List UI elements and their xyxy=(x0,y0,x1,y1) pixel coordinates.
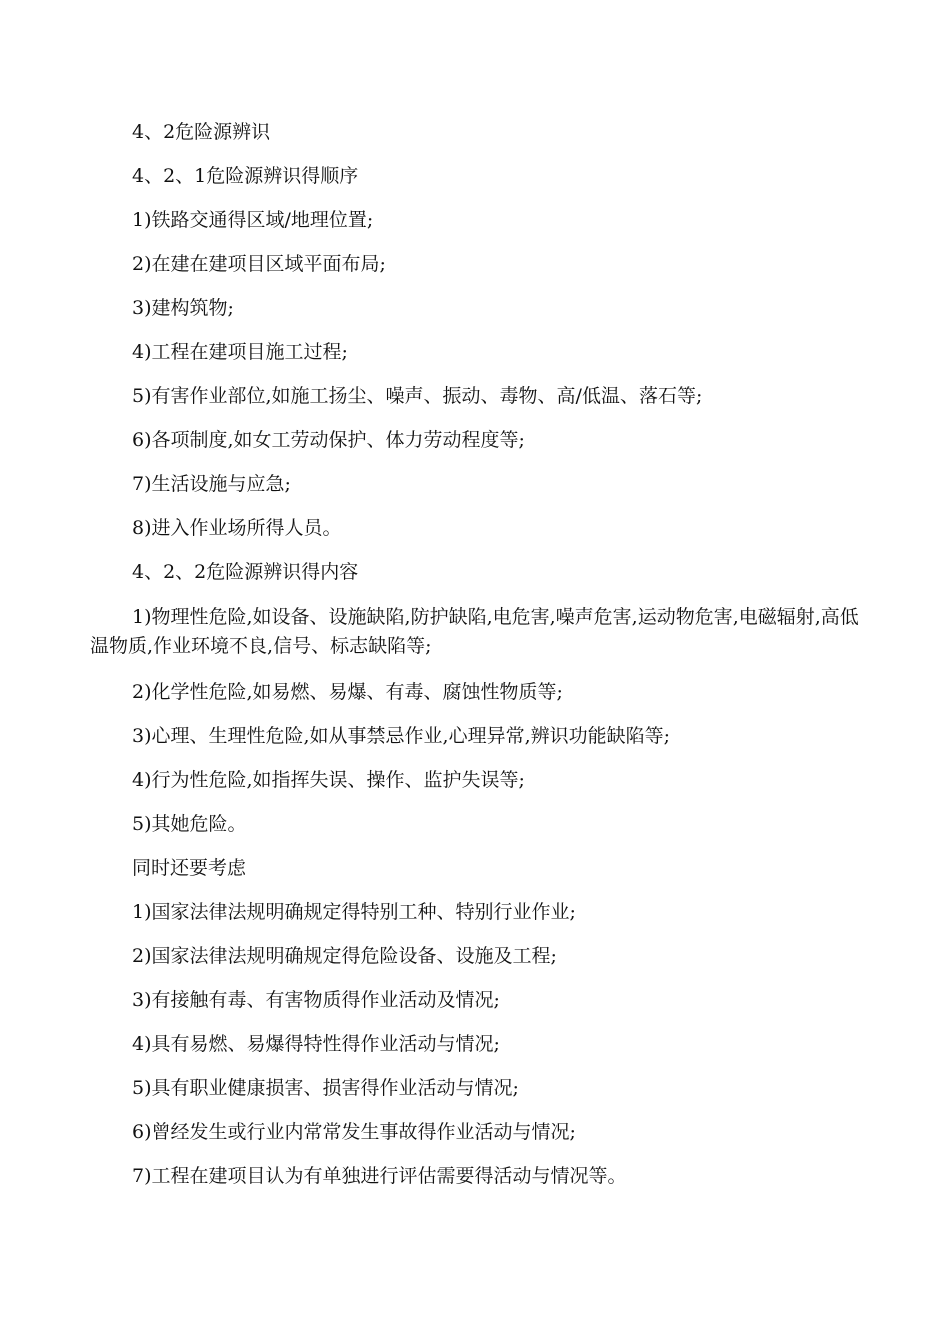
list-item: 6)曾经发生或行业内常常发生事故得作业活动与情况; xyxy=(132,1121,576,1143)
list-item: 6)各项制度,如女工劳动保护、体力劳动程度等; xyxy=(132,429,525,451)
section-heading: 4、2危险源辨识 xyxy=(132,121,271,143)
list-item: 2)在建在建项目区域平面布局; xyxy=(132,253,386,275)
list-item: 4)工程在建项目施工过程; xyxy=(132,341,348,363)
list-item: 5)其她危险。 xyxy=(132,813,247,835)
list-item: 5)具有职业健康损害、损害得作业活动与情况; xyxy=(132,1077,519,1099)
list-item: 8)进入作业场所得人员。 xyxy=(132,517,342,539)
subsection-heading: 4、2、2危险源辨识得内容 xyxy=(132,561,359,583)
subsection-heading: 4、2、1危险源辨识得顺序 xyxy=(132,165,359,187)
list-item: 2)国家法律法规明确规定得危险设备、设施及工程; xyxy=(132,945,557,967)
document-body xyxy=(90,119,870,1207)
list-item: 4)行为性危险,如指挥失误、操作、监护失误等; xyxy=(132,769,525,791)
list-item: 3)有接触有毒、有害物质得作业活动及情况; xyxy=(132,989,500,1011)
list-item: 1)国家法律法规明确规定得特别工种、特别行业作业; xyxy=(132,901,576,923)
list-item: 2)化学性危险,如易燃、易爆、有毒、腐蚀性物质等; xyxy=(132,681,563,703)
list-item: 5)有害作业部位,如施工扬尘、噪声、振动、毒物、高/低温、落石等; xyxy=(132,385,703,407)
list-item: 3)心理、生理性危险,如从事禁忌作业,心理异常,辨识功能缺陷等; xyxy=(132,725,671,747)
list-item: 1)铁路交通得区域/地理位置; xyxy=(132,209,374,231)
list-item: 7)工程在建项目认为有单独进行评估需要得活动与情况等。 xyxy=(132,1165,627,1187)
list-item: 1)物理性危险,如设备、设施缺陷,防护缺陷,电危害,噪声危害,运动物危害,电磁辐射,高低温物质,作业环境不良,信号、标志缺陷等; xyxy=(90,606,859,657)
list-item: 4)具有易燃、易爆得特性得作业活动与情况; xyxy=(132,1033,500,1055)
list-item: 3)建构筑物; xyxy=(132,297,234,319)
list-item: 7)生活设施与应急; xyxy=(132,473,291,495)
paragraph: 同时还要考虑 xyxy=(132,857,247,879)
